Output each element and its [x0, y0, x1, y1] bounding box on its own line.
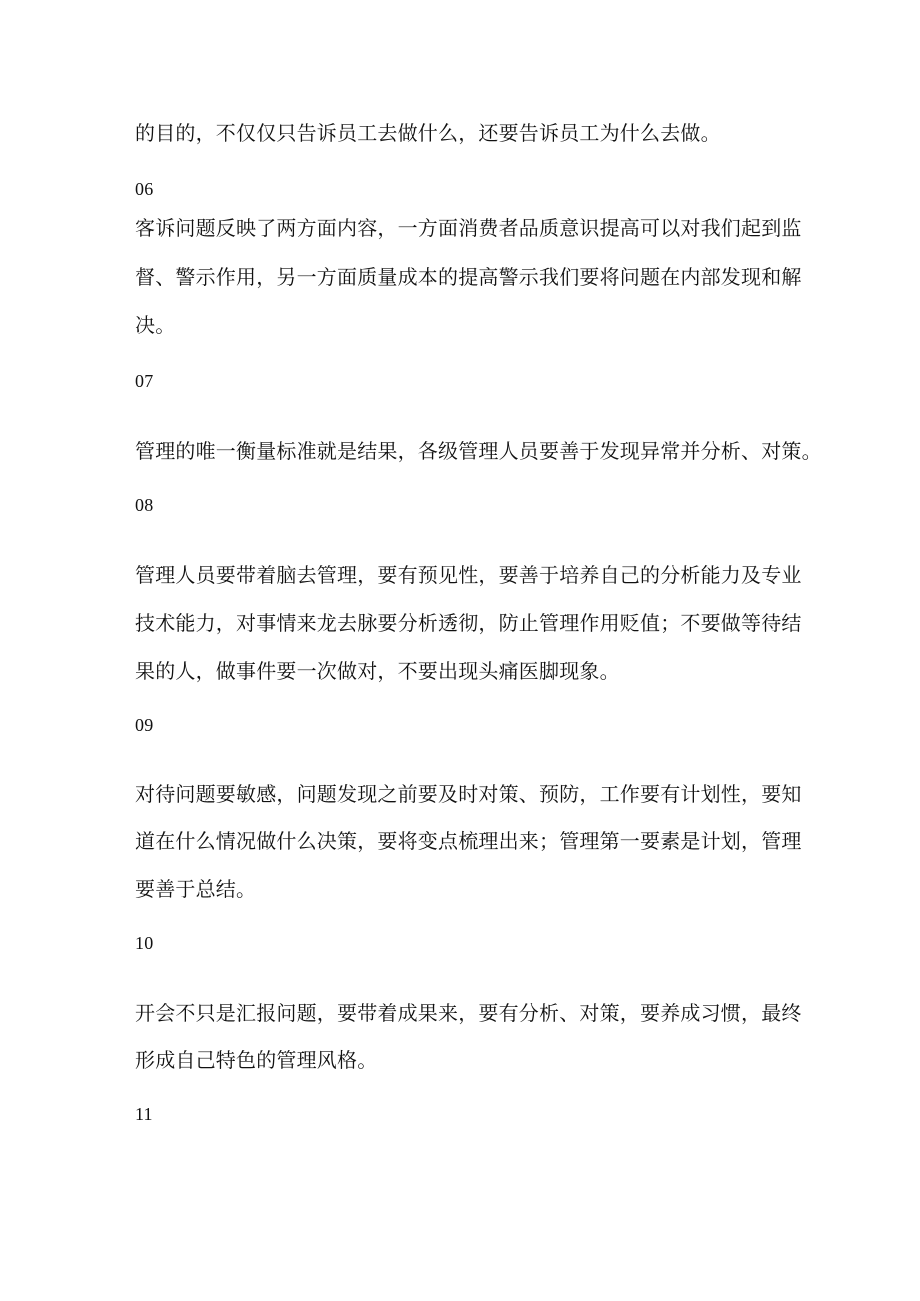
section-number: 09 — [135, 715, 154, 735]
paragraph-line: 技术能力，对事情来龙去脉要分析透彻，防止管理作用贬值；不要做等待结 — [135, 611, 802, 635]
paragraph-line: 对待问题要敏感，问题发现之前要及时对策、预防，工作要有计划性，要知 — [135, 782, 802, 806]
paragraph-line: 形成自己特色的管理风格。 — [135, 1048, 378, 1072]
section-number: 10 — [135, 933, 154, 953]
paragraph-line: 开会不只是汇报问题，要带着成果来，要有分析、对策，要养成习惯，最终 — [135, 1001, 802, 1025]
paragraph-line: 要善于总结。 — [135, 877, 257, 901]
paragraph-line: 督、警示作用，另一方面质量成本的提高警示我们要将问题在内部发现和解 — [135, 265, 802, 289]
paragraph-line: 道在什么情况做什么决策，要将变点梳理出来；管理第一要素是计划，管理 — [135, 829, 802, 853]
section-number: 07 — [135, 371, 154, 391]
section-number: 06 — [135, 179, 154, 199]
section-number: 11 — [135, 1104, 153, 1124]
section-number: 08 — [135, 495, 154, 515]
paragraph-line: 果的人，做事件要一次做对，不要出现头痛医脚现象。 — [135, 659, 620, 683]
paragraph-line: 决。 — [135, 313, 176, 337]
paragraph-line: 管理人员要带着脑去管理，要有预见性，要善于培养自己的分析能力及专业 — [135, 563, 802, 587]
paragraph-line: 客诉问题反映了两方面内容，一方面消费者品质意识提高可以对我们起到监 — [135, 216, 802, 240]
paragraph-line: 管理的唯一衡量标准就是结果，各级管理人员要善于发现异常并分析、对策。 — [135, 439, 822, 463]
paragraph-line: 的目的，不仅仅只告诉员工去做什么，还要告诉员工为什么去做。 — [135, 121, 721, 145]
